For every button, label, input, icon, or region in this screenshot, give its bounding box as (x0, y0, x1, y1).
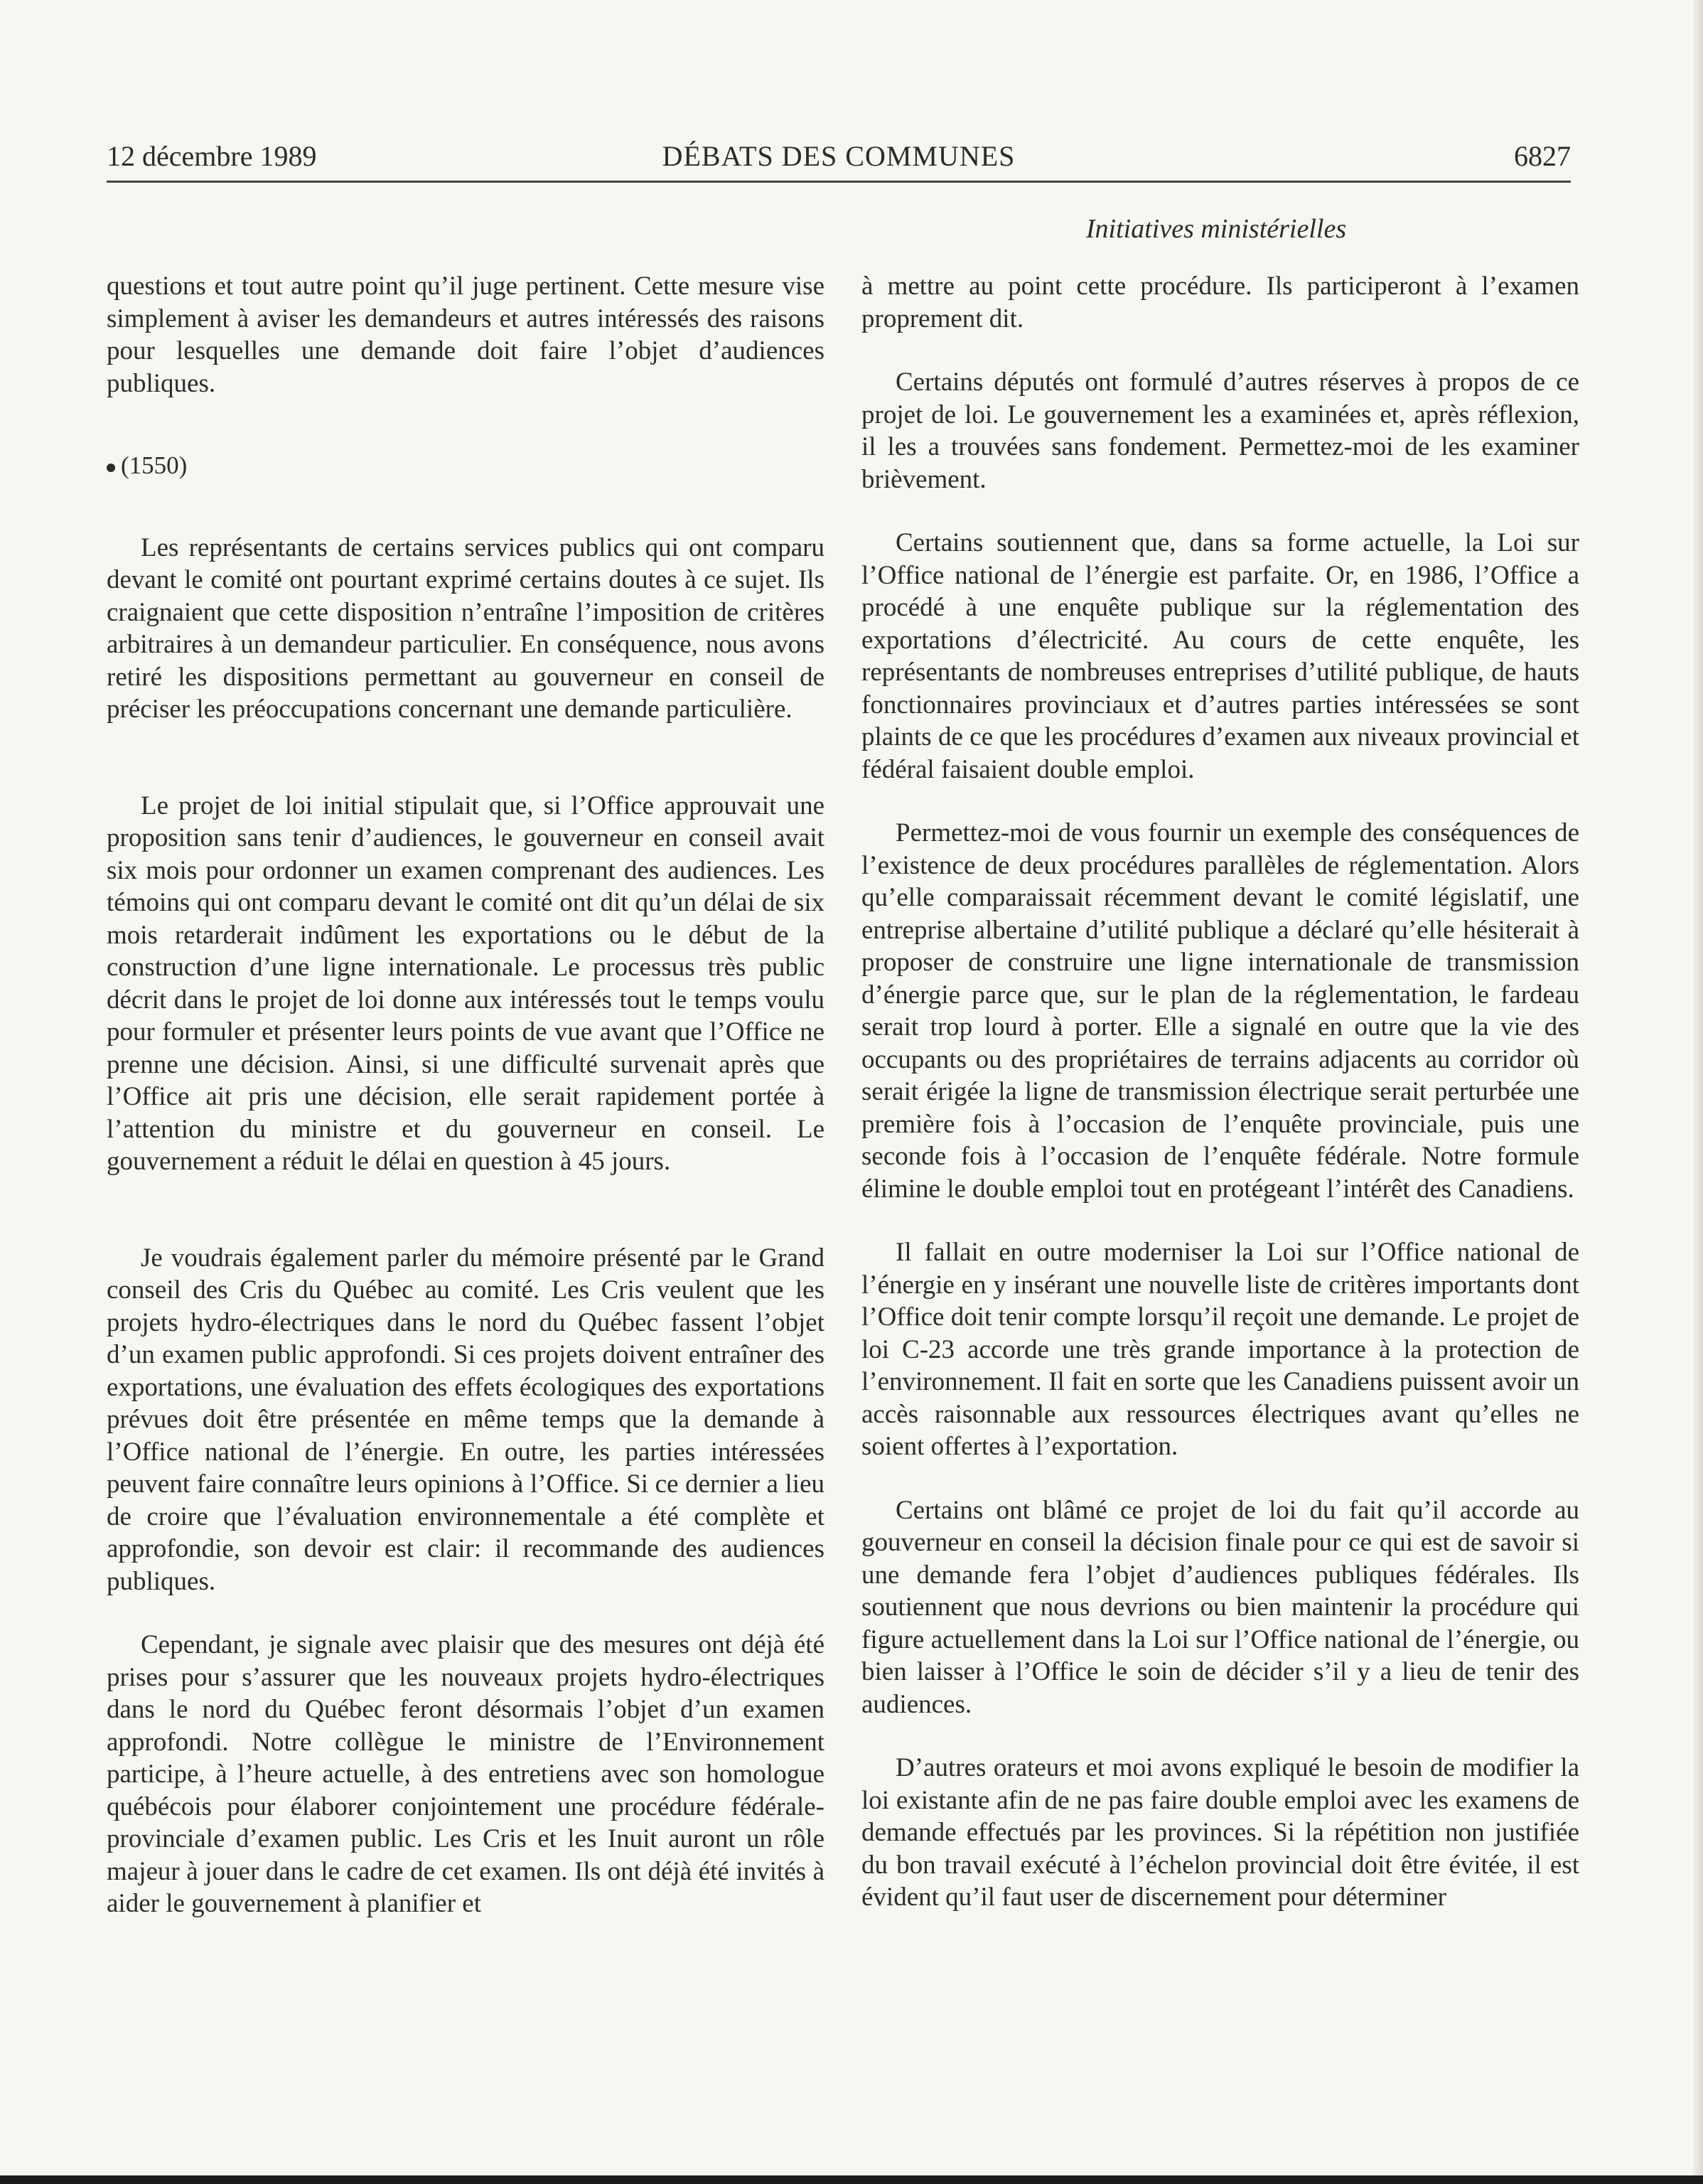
header-title: DÉBATS DES COMMUNES (662, 140, 1016, 172)
section-heading: Initiatives ministérielles (1085, 214, 1347, 244)
header-rule (107, 181, 1571, 183)
paragraph: Je voudrais également parler du mémoire présenté par le Grand conseil des Cris du Québec au comité. Les Cris veulent que les projets hydro-électriques dans le nord du Québec fassent l’objet d’un examen public approfondi. Si ces projets doivent entraîner des exportations, une évaluation des effets écologiques des exportations prévues doit être présentée en même temps que la demande à l’Office national de l’énergie. En outre, les parties intéressées peuvent faire connaître leurs opinions à l’Office. Si ce dernier a lieu de croire que l’évaluation environnementale a été complète et approfondie, son devoir est clair: il recommande des audiences publiques. (107, 1243, 824, 1596)
paragraph: Certains soutiennent que, dans sa forme actuelle, la Loi sur l’Office national de l’énergie est parfaite. Or, en 1986, l’Office a procédé à une enquête publique sur la réglementation des exportations d’électricité. Au cours de cette enquête, les représentants de nombreuses entreprises d’utilité publique, de hauts fonctionnaires provinciaux et d’autres parties intéressées se sont plaints de ce que les procédures d’examen aux niveaux provincial et fédéral faisaient double emploi. (861, 528, 1579, 784)
paragraph: Cependant, je signale avec plaisir que des mesures ont déjà été prises pour s’assurer que les nouveaux projets hydro-électriques dans le nord du Québec feront désormais l’objet d’un examen approfondi. Notre collègue le ministre de l’Environnement participe, à l’heure actuelle, à des entretiens avec son homologue québécois pour élaborer conjointement une procédure fédérale-provinciale d’examen public. Les Cris et les Inuit auront un rôle majeur à jouer dans le cadre de cet examen. Ils ont déjà été invités à aider le gouvernement à planifier et (107, 1630, 824, 1918)
page-header (107, 139, 1571, 182)
paragraph: questions et tout autre point qu’il juge pertinent. Cette mesure vise simplement à aviser les demandeurs et autres intéressés des raisons pour lesquelles une demande doit faire l’objet d’audiences publiques. (107, 272, 824, 398)
paragraph: à mettre au point cette procédure. Ils participeront à l’examen proprement dit. (861, 272, 1579, 333)
page-edge-shadow (1693, 0, 1703, 2184)
page-number: 6827 (1514, 140, 1571, 172)
paragraph: Il fallait en outre moderniser la Loi sur l’Office national de l’énergie en y insérant une nouvelle liste de critères importants dont l’Office doit tenir compte lorsqu’il reçoit une demande. Le projet de loi C-23 accorde une très grande importance à la protection de l’environnement. Il fait en sorte que les Canadiens puissent avoir un accès raisonnable aux ressources électriques avant qu’elles ne soient offertes à l’exportation. (861, 1238, 1579, 1461)
paragraph: Certains ont blâmé ce projet de loi du fait qu’il accorde au gouverneur en conseil la décision finale pour ce qui est de savoir si une demande fera l’objet d’audiences publiques fédérales. Ils soutiennent que nous devrions ou bien maintenir la procédure qui figure actuellement dans la Loi sur l’Office national de l’énergie, ou bien laisser à l’Office le soin de décider s’il y a lieu de tenir des audiences. (861, 1495, 1579, 1719)
paragraph: D’autres orateurs et moi avons expliqué le besoin de modifier la loi existante afin de ne pas faire double emploi avec les examens de demande effectués par les provinces. Si la répétition non justifiée du bon travail exécuté à l’échelon provincial doit être évitée, il est évident qu’il faut user de discernement pour déterminer (861, 1753, 1579, 1912)
left-column (107, 270, 824, 1920)
right-column (861, 270, 1579, 1914)
paragraph: Certains députés ont formulé d’autres réserves à propos de ce projet de loi. Le gouvernement les a examinées et, après réflexion, il les a trouvées sans fondement. Permettez-moi de les examiner brièvement. (861, 368, 1579, 494)
paragraph: Permettez-moi de vous fournir un exemple des conséquences de l’existence de deux procédures parallèles de réglementation. Alors qu’elle comparaissait récemment devant le comité législatif, une entreprise albertaine d’utilité publique a déclaré qu’elle hésiterait à proposer de construire une ligne internationale de transmission d’énergie parce que, sur le plan de la réglementation, le fardeau serait trop lourd à porter. Elle a signalé en outre que la vie des occupants ou des propriétaires de terrains adjacents au corridor où serait érigée la ligne de transmission électrique serait perturbée une première fois à l’occasion de l’enquête provinciale, puis une seconde fois à l’occasion de l’enquête fédérale. Notre formule élimine le double emploi tout en protégeant l’intérêt des Canadiens. (861, 818, 1579, 1204)
scan-bottom-edge (0, 2175, 1703, 2184)
time-marker (107, 449, 824, 482)
header-date: 12 décembre 1989 (107, 140, 317, 172)
paragraph: Le projet de loi initial stipulait que, si l’Office approuvait une proposition sans tenir d’audiences, le gouverneur en conseil avait six mois pour ordonner un examen comprenant des audiences. Les témoins qui ont comparu devant le comité ont dit qu’un délai de six mois retarderait indûment les exportations ou le début de la construction d’une ligne internationale. Le processus très public décrit dans le projet de loi donne aux intéressés tout le temps voulu pour formuler et présenter leurs points de vue avant que l’Office ne prenne une décision. Ainsi, si une difficulté survenait après que l’Office ait pris une décision, elle serait rapidement portée à l’attention du ministre et du gouverneur en conseil. Le gouvernement a réduit le délai en question à 45 jours. (107, 791, 824, 1176)
bullet-icon (107, 464, 115, 472)
time-marker-text: (1550) (121, 451, 188, 479)
paragraph: Les représentants de certains services publics qui ont comparu devant le comité ont pourtant exprimé certains doutes à ce sujet. Ils craignaient que cette disposition n’entraîne l’imposition de critères arbitraires à un demandeur particulier. En conséquence, nous avons retiré les dispositions permettant au gouverneur en conseil de préciser les préoccupations concernant une demande particulière. (107, 532, 824, 724)
